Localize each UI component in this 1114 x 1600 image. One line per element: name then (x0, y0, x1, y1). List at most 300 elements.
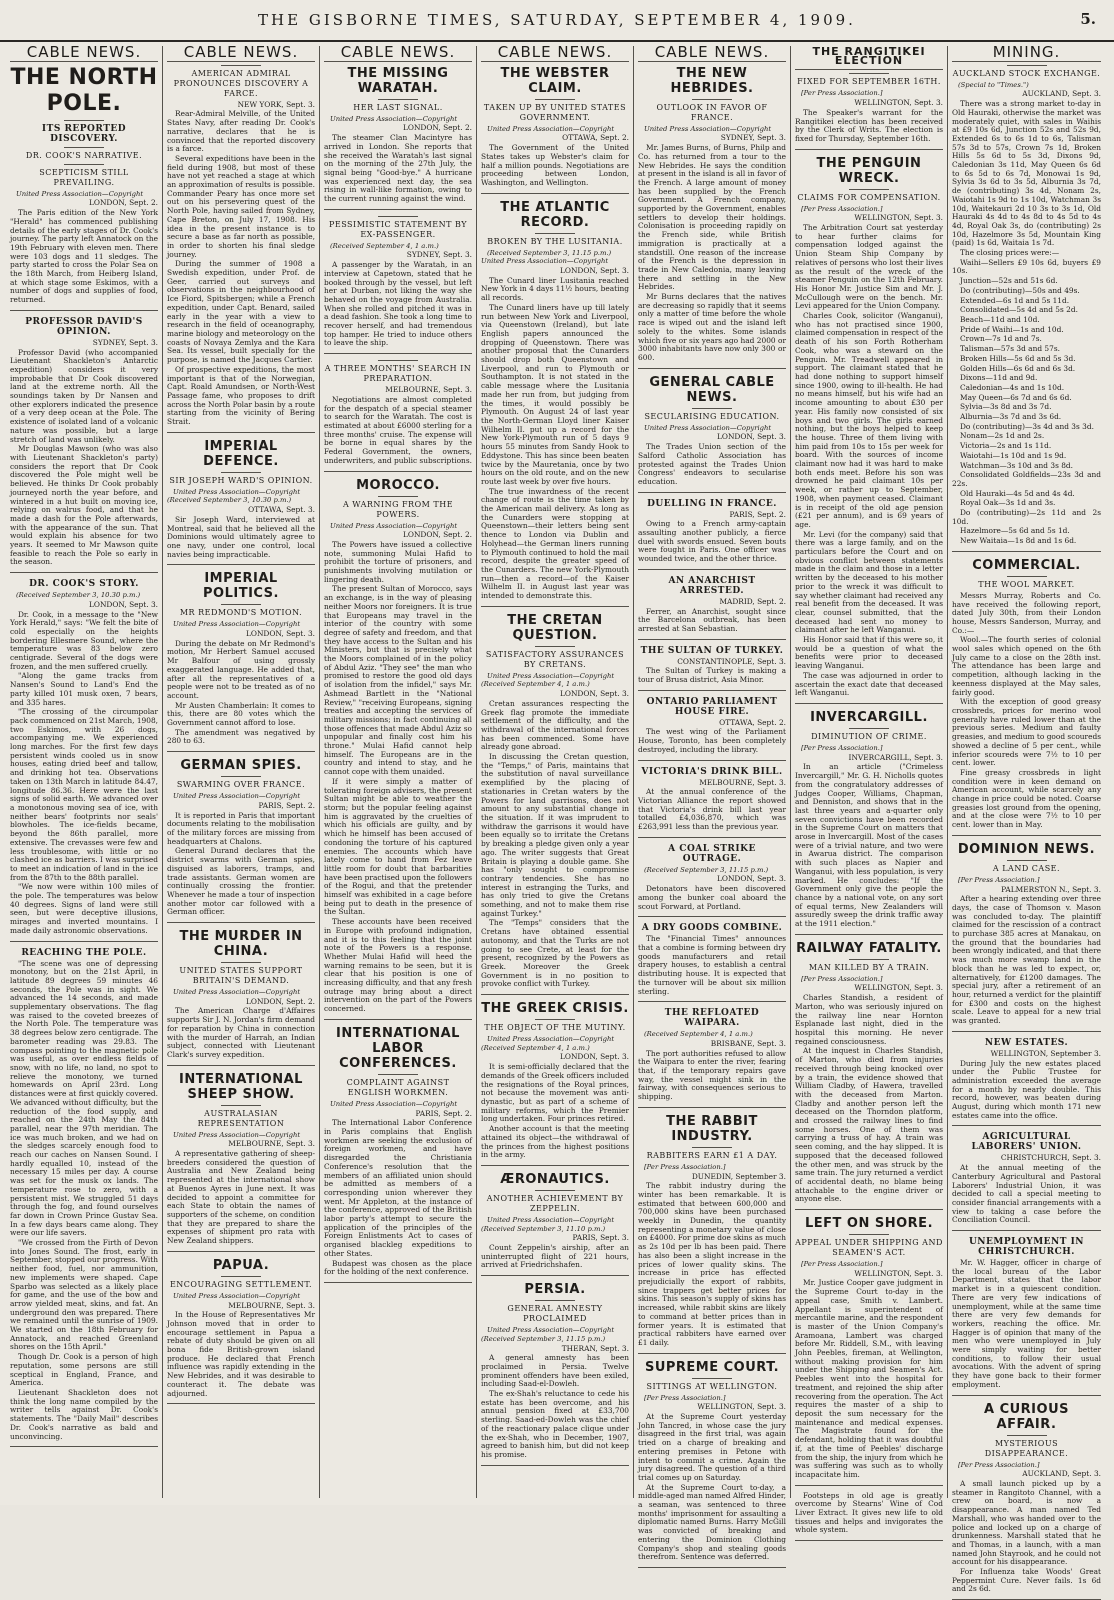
article (952, 558, 1101, 836)
article-headline: INTERNATIONAL SHEEP SHOW. (179, 1071, 303, 1102)
article-paragraph: The "Temps" considers that the Cretans have obtained essential autonomy, and that the Turks are not going to see Crete, at least for the present, recognized by the Powers as Greek. Moreover the Greek Government is in no position to provoke conflict with Turkey. (481, 918, 629, 989)
article-divider (638, 1567, 786, 1568)
article (324, 66, 472, 210)
divider (378, 496, 418, 497)
dateline: LONDON, Sept. 2. (403, 530, 472, 540)
article-divider (481, 1275, 629, 1276)
divider (1007, 1435, 1047, 1436)
article (481, 66, 629, 194)
article-divider (952, 835, 1101, 836)
column-2 (163, 43, 320, 1498)
article-paragraph: Sir Joseph Ward, interviewed at Montreal, said that he believed all the Dominions would ultimately agree to one navy, under one control, local navies being impracticable. (167, 514, 315, 559)
divider (692, 408, 732, 409)
article (481, 1282, 629, 1466)
article-headline: THE MISSING WARATAH. (347, 65, 449, 96)
dateline: DUNEDIN, September 3. (691, 1171, 786, 1181)
divider (378, 360, 418, 361)
article-divider (167, 1065, 315, 1066)
article-paragraph: May Queen—6s 7d and 6s 6d. (960, 392, 1072, 402)
article-divider (952, 1230, 1101, 1231)
wire-credit: [Per Press Association.] (801, 204, 883, 213)
article-paragraph: The port authorities refused to allow the Waipara to enter the river, fearing that, if the temporary repairs gave way, the vessel might sink in the fairway, with consequences serious to shipping. (638, 1048, 786, 1102)
divider (535, 99, 575, 100)
article (952, 1038, 1101, 1127)
article-paragraph: For Influenza take Woods' Great Peppermint Cure. Never fails. 1s 6d and 2s 6d. (952, 1567, 1101, 1594)
article-paragraph: Rear-Admiral Melville, of the United States Navy, after reading Dr. Cook's narrative, declares that he is convinced that the reported discovery is a farce. (167, 109, 315, 154)
article-divider (638, 639, 786, 640)
article (638, 1008, 786, 1108)
article-divider (638, 1107, 786, 1108)
article-paragraph: The steamer Clan Macintyre has arrived in London. She reports that she received the Waratah's last signal on the morning of the 27th July, the signal being "Good-bye." A hurricane was experienced next day, the sea rising in wall-like formation, owing to the current running against the wind. (324, 133, 472, 204)
article-paragraph: Royal Oak—3s 1d and 3s. (960, 498, 1056, 508)
article-deck: FIXED FOR SEPTEMBER 16TH. (797, 77, 941, 87)
article-divider (324, 471, 472, 472)
article-paragraph: Mr. Justice Cooper gave judgment in the Supreme Court to-day in the appeal case, Smith v. Lambert. Appellant is superintendent of mercantile marine, and the respondent is master of the Union Company's Aramoana, Lambert was charged before Mr. Riddell, S.M., with leaving John Peebles, fireman, at Wellington, without making provision for him under the Shipping and Seamen's Act. Peebles went into the hospital for treatment, and rejoined the ship after recovering from the operation. The Act requires the master of a ship to deposit the sum necessary for the maintenance and medical expenses. The Magistrate found for the defendant, holding that it was doubtful if, at the time of Peebles' discharge from the ship, the injury from which he was suffering was such as to wholly incapacitate him. (795, 1278, 943, 1479)
article-deck: AUSTRALASIAN REPRESENTATION (197, 1108, 285, 1128)
dateline: MELBOURNE, Sept. 3. (385, 385, 472, 395)
divider (849, 959, 889, 960)
article-paragraph: His Honor said that if this were so, it would be a question of what the benefits were prior to deceased leaving Wanganui. (795, 635, 943, 671)
column-7 (948, 43, 1105, 1594)
article (638, 844, 786, 918)
article-paragraph: After a hearing extending over three days, the case of Thomson v. Mason was concluded to-day. The plaintiff claimed for the rescission of a contract to purchase 385 acres at Manakau, on the ground that the boundaries had been wrongly indicated, and that there was much more swamp land in the block than he was led to expect, or, alternatively, for £1200 damages. The special jury, after a retirement of an hour, returned a verdict for the plaintiff for £300 and costs on the highest scale. Leave to appeal for a new trial was granted. (952, 894, 1101, 1026)
article-divider (10, 572, 158, 573)
article (638, 375, 786, 493)
dateline: LONDON, Sept. 3. (560, 689, 629, 699)
article-paragraph: "The crossing of the circumpolar pack commenced on 21st March, 1908, two Eskimos, with 26 dogs, accompanying me. We experienced long marches. For the first few days persistent winds cooled us in snow houses, eating dried beef and tallow, and drinking hot tea. Observations taken on 13th March in latitude 84.47, longitude 86.36. Here were the last signs of solid earth. We advanced over a monotonous moving sea of ice, with neither bears' footprints nor seals' blowholes. The ice-fields became, beyond the 86th parallel, more extensive. The crevasses were few and less troublesome, with little or no clashed ice as barriers. I was surprised to meet an indication of land in the ice from the 87th to the 88th parallel. (10, 707, 158, 882)
article-paragraph: Mr. W. Hagger, officer in charge of the local bureau of the Labor Department, states that the labor market is in a quiescent condition. There are very few indications of unemployment, while at the same time there are very few demands for workers, reaching the office. Mr. Hagger is of opinion that many of the men who were unemployed in July were simply waiting for better conditions, to follow their usual avocations. With the advent of spring they have gone back to their former employment. (952, 1258, 1101, 1389)
article-paragraph: Lieutenant Shackleton does not think the long name compiled by the writer tells against Dr. Cook's statements. The "Daily Mail" describes Dr. Cook's narrative as bald and unconvincing. (10, 1388, 158, 1441)
article-deck: GENERAL AMNESTY PROCLAIMED (507, 1304, 603, 1324)
article-paragraph: "We crossed from the Firth of Devon into Jones Sound. The frost, early in September, stopped our progress. With neither food, fuel, nor ammunition, new implements were shaped. Cape Sparbo was selected as a likely place for game, and the use of the bow and arrow yielded meat, skins, and fat. An underground den was prepared. There we remained until the sunrise of 1909. We started on the 18th February for Annatock, and reached Greenland shores on the 15th April." (10, 1238, 158, 1352)
article-paragraph: Owing to a French army-captain assaulting another publicly, a fierce duel with swords ensued. Seven bouts were fought in Paris. One officer was wounded twice, and the other thrice. (638, 519, 786, 564)
article-headline: MOROCCO. (356, 477, 440, 493)
article-paragraph: The Trades Union section of the Salford Catholic Association has protested against the Trades Union Congress' endeavors to secularise education. (638, 442, 786, 486)
article-divider (795, 934, 943, 935)
article (481, 613, 629, 995)
article-headline: THE CRETAN QUESTION. (507, 612, 603, 643)
wire-credit: United Press Association—Copyright (Received September 3, 11.15 p.m.) (481, 1326, 615, 1343)
dateline: OTTAWA, Sept. 2. (562, 133, 629, 143)
column-1 (6, 43, 163, 1498)
article-paragraph: The Government of the United States takes up Webster's claim for half a million pounds. Negotiations are proceeding between London, Washington, and Wellington. (481, 143, 629, 187)
article-headline: THE NEW HEBRIDES. (670, 65, 754, 96)
dateline: PARIS, Sept. 3. (572, 1233, 629, 1243)
dateline: BRISBANE, Sept. 3. (710, 1038, 786, 1048)
article-headline: SUPREME COURT. (644, 1359, 780, 1375)
dateline: LONDON, Sept. 2. (246, 996, 315, 1006)
article-paragraph: Dr. Cook, in a message to the "New York Herald," says: "We felt the bite of cold especially on the heights bordering Ellesmere Sound, where the temperature was 83 below zero centigrade. Several of the dogs were frozen, and the men suffered cruelly. (10, 609, 158, 671)
article (952, 842, 1101, 1032)
article-paragraph: There was a strong market to-day in Old Hauraki, otherwise the market was moderately quiet, with sales in Waihis at £9 10s 6d, Junction 52s and 52s 9d, Extended 6s to 6s 1d to 6s, Talisman 57s 3d to 57s, Crown 7s 1d, Broken Hills 5s 6d to 5s 3d, Dixons 9d, Caledonian 3s 11d, May Queen 6s 6d to 6s 5d to 6s 7d, Monowai 1s 9d, Sylvia 3s 6d to 3s 5d, Alburnia 3s 7d, de (contributing) 3s 4d, Nonam 2s, Waiotahi 1s 9d to 1s 10d, Watchman 3s 10d, Waitekauri 2d 10 3s to 3s 1d, Old Hauraki 4s 4d to 4s 8d to 4s 5d to 4s 4d, Royal Oak 3s, do (contributing) 2s 10d, Hazelmore 3s 5d, Mountain King (paid) 1s 6d, Waitaia 1s 7d. (952, 99, 1101, 248)
article-paragraph: Footsteps in old age is greatly overcome by Stearns' Wine of Cod Liver Extract. It gives new life to old tissues and helps and invigorates the whole system. (795, 1490, 943, 1535)
article-paragraph: Victoria—2s and 1s 11d. (960, 441, 1052, 451)
article-paragraph: Alburnia—3s 7d and 3s 6d. (960, 412, 1062, 422)
article-paragraph: The Paris edition of the New York "Herald" has commenced publishing details of the early stages of Dr. Cook's journey. The party left Annatock on the 19th February with eleven men. There were 103 dogs and 11 sledges. The party started to cross the Polar Sea on the 18th March, from Heiberg Island, at which stage some Eskimos, with a number of dogs and supplies of food, returned. (10, 208, 158, 305)
article-paragraph: At the Supreme Court to-day, a middle-aged man named Alfred Hinder, a seaman, was sentenced to three months' imprisonment for assaulting a diplomatic named Burns. Harry McGill was convicted of breaking and entering the Dominion Clothing Company's shop and stealing goods therefrom. Sentence was deferred. (638, 1482, 786, 1562)
dateline: WELLINGTON, Sept. 3. (854, 98, 943, 108)
article (795, 156, 943, 704)
article-paragraph: Do (contributing)—2s 11d and 2s 10d. (952, 508, 1101, 526)
article (167, 1072, 315, 1252)
article-paragraph: Budapest was chosen as the place for the holding of the next conference. (324, 1258, 472, 1277)
article-subhead: PROFESSOR DAVID'S OPINION. (25, 316, 143, 337)
dateline: LONDON, Sept. 3. (717, 432, 786, 442)
dateline: LONDON, Sept. 2. (89, 198, 158, 208)
dateline: PALMERSTON N., Sept. 3. (1001, 884, 1101, 894)
article (324, 1026, 472, 1283)
divider (535, 1190, 575, 1191)
wire-credit: United Press Association—Copyright (330, 1099, 458, 1108)
article-deck: DIMINUTION OF CRIME. (811, 732, 927, 741)
article-headline: PERSIA. (524, 1282, 586, 1298)
article-subhead: AGRICULTURAL LABORERS' UNION. (971, 1132, 1082, 1153)
article-paragraph: The Powers have issued a collective note, summoning Mulai Hafid to prohibit the torture of prisoners, and punishments involving mutilation or lingering death. (324, 539, 472, 584)
divider (64, 164, 104, 165)
article-divider (795, 149, 943, 150)
article-divider (795, 1540, 943, 1541)
dateline: SYDNEY, Sept. 3. (720, 133, 786, 143)
article-divider (638, 492, 786, 493)
article-subhead: VICTORIA'S DRINK BILL. (641, 766, 783, 777)
article (167, 571, 315, 752)
dateline: MELBOURNE, Sept. 3. (228, 1139, 315, 1149)
dateline: NEW YORK, Sept. 3. (237, 99, 315, 109)
article-paragraph: Fine greasy crossbreds in light condition were in keen demand on American account, while scarcely any change in price could be noted. Coarse greasies lost ground from the opening, and at the close were 7½ to 10 per cent. lower than in May. (952, 767, 1101, 830)
article-deck: DR. COOK'S NARRATIVE. (25, 150, 143, 160)
dateline: INVERCARGILL, Sept. 3. (848, 752, 943, 762)
article (795, 710, 943, 935)
article-deck: THE WOOL MARKET. (978, 579, 1075, 589)
article-divider (167, 432, 315, 433)
article-paragraph: In the House of Representatives Mr Johnson moved that in order to encourage settlement in Papua a rebate of duty should be given on all bona fide British-grown island produce. He declared that French influence was rapidly extending in the New Hebrides, and it was desirable to counteract it. The debate was adjourned. (167, 1310, 315, 1398)
dateline: MELBOURNE, Sept. 3. (699, 777, 786, 787)
wire-credit: [Per Press Association.] (801, 744, 883, 752)
article (481, 200, 629, 607)
divider (535, 1019, 575, 1020)
divider (221, 776, 261, 777)
article-headline: INVERCARGILL. (810, 710, 928, 725)
article (638, 767, 786, 838)
article-paragraph: The present Sultan of Morocco, says an exchange, is in the way of pleasing neither Moors nor foreigners. It is true that Europeans may travel in the interior of the country with some degree of safety and freedom, and that they have access to the Sultan and his Ministers, but that is precisely what the Moors complained of in the policy of Abdul Aziz. "They see" the man who promised to restore the good old days of isolation from the infidel," says Mr. Ashmead Bartlett in the "National Review," "receiving Europeans, signing treaties and accepting the services of military missions; in fact continuing all those offences that made Abdul Aziz so unpopular and finally cost him his throne." Mulai Hafid cannot help himself. The Europeans are in the country and intend to stay, and he cannot cope with them unaided. (324, 584, 472, 777)
article-headline: IMPERIAL DEFENCE. (203, 438, 279, 469)
article-headline: THE WEBSTER CLAIM. (500, 65, 610, 96)
article-deck: RABBITERS EARN £1 A DAY. (646, 1150, 778, 1160)
wire-credit: United Press Association—Copyright (330, 521, 458, 530)
article-deck: SIR JOSEPH WARD'S OPINION. (169, 475, 313, 485)
article (324, 360, 472, 471)
column-4 (477, 43, 634, 1498)
article-headline: A CURIOUS AFFAIR. (983, 1401, 1069, 1432)
article-deck: THE OBJECT OF THE MUTINY. (484, 1023, 626, 1033)
article-paragraph: At the annual conference of the Victorian Alliance the report showed that Victoria's drink bill last year totalled £4,036,870, which was £263,991 less than the previous year. (638, 787, 786, 832)
article (795, 941, 943, 1210)
article-deck: BROKEN BY THE LUSITANIA. (487, 236, 623, 246)
article-paragraph: These accounts have been received in Europe with profound indignation, and it is to this feeling that the joint note of the Powers is a response. Whether Mulai Hafid will heed the warning remains to be seen, but it is clear that his position is one of increasing difficulty, and that any fresh outrage may bring about a direct intervention on the part of the Powers concerned. (324, 917, 472, 1014)
article-paragraph: A small launch picked up by a steamer in Rangitoto Channel, with a crew on board, is now a disappearance. A man named Ted Marshall, who was handed over to the police and locked up on a charge of drunkenness. Marshall stated that he and Thomas, in a launch, with a man named John Stayrook, and he could not account for his disappearance. (952, 1479, 1101, 1567)
article-headline: COMMERCIAL. (972, 557, 1081, 573)
article-divider (481, 1165, 629, 1166)
article-deck: SATISFACTORY ASSURANCES BY CRETANS. (485, 649, 625, 669)
article-paragraph: The true inwardness of the recent change of route is the time taken by the American mail delivery. As long as the Cunarders were stopping at Queenstown—their letters being sent thence to London via Dublin and Holyhead—the German liners running to Plymouth continued to hold the mail record, despite the greater speed of the Cunarders. The new York-Plymouth run—then a record—of the Kaiser Wilhelm II. in August last year was intended to demonstrate this. (481, 486, 629, 601)
wire-credit: United Press Association—Copyright (16, 189, 144, 198)
article-divider (638, 690, 786, 691)
article-divider (167, 1251, 315, 1252)
article-paragraph: The International Labor Conference in Paris complains that English workmen are seeking the exclusion of foreign workmen, and have disregarded the Christiania Conference's resolution that the members of an affiliated union should be admitted as members of a corresponding union wherever they went. Mr Appleton, at the instance of the conference, approved of the British labor party's attempt to secure the application of the principles of the Foreign Enlistments Act to cases of organised blackleg expeditions to other States. (324, 1118, 472, 1258)
article-paragraph: Beach—11d and 10d. (960, 314, 1040, 324)
article-paragraph: The Cunard liner Lusitania reached New York in 4 days 11½ hours, beating all records. (481, 275, 629, 303)
article-paragraph: Waiotahi—1s 10d and 1s 9d. (960, 450, 1067, 460)
divider (378, 1074, 418, 1075)
divider (849, 73, 889, 74)
article-deck: SWARMING OVER FRANCE. (176, 780, 306, 790)
article-paragraph: In an article ("Crimeless Invercargill," Mr. G. H. Nicholls quotes from the congratulatory addresses of Judges Cooper, Williams, Chapman, and Denniston, and shows that in the last three years and a-quarter only seven convictions have been recorded in the Supreme Court on matters that arose in Invercargill. Most of the cases were of a trivial nature, and two were in Awarua district. The comparison with such places as Napier and Wanganui, with less population, is very marked. He concludes: "If the Government only give the people the chance by a national vote, on any sort of equal terms, New Zealanders will assuredly sweep the drink traffic away at the 1911 election." (795, 762, 943, 929)
article-subhead: A DRY GOODS COMBINE. (641, 923, 783, 934)
article-divider (10, 1446, 158, 1447)
article (167, 65, 315, 433)
article-paragraph: Crown—7s 1d and 7s. (960, 334, 1042, 344)
article-divider (481, 994, 629, 995)
divider (1007, 576, 1047, 577)
article-paragraph: Another account is that the meeting attained its object—the withdrawal of the princes from the highest positions in the army. (481, 1124, 629, 1160)
column-6 (791, 45, 948, 1535)
article (481, 1001, 629, 1166)
column-banner: CABLE NEWS. (638, 46, 786, 62)
article-paragraph: Hazelmore—5s 6d and 5s 1d. (960, 526, 1070, 536)
wire-credit: United Press Association—Copyright (173, 1291, 301, 1300)
article (638, 923, 786, 1002)
article-paragraph: In discussing the Cretan question, the "Temps," of Paris, maintains that the substitution of naval surveillance exemplified by the placing of stationaries in Cretan waters by the Powers for land garrisons, does not amount to any substantial change in the situation. If it was imprudent to withdraw the garrisons it would have been equally so to irritate the Cretans by breaking a pledge given only a year ago. The writer suggests that Great Britain is playing a double game. She has "only sought to compromise contrary tendencies. She has no interest in estranging the Turks, and has only tried to give the Cretans something, and not to make them rise against Turkey." (481, 752, 629, 918)
article (952, 1237, 1101, 1396)
article-paragraph: Waihi—Sellers £9 10s 6d, buyers £9 10s. (952, 257, 1101, 276)
article-paragraph: The ex-Shah's reluctance to cede his estate has been overcome, and his annual pension fixed at £33,700 sterling. Saad-ed-Dowleh was the chief of the reactionary palace clique under the ex-Shah, who in December, 1907, agreed to banish him, but did not keep his promise. (481, 1389, 629, 1459)
wire-credit: (Received September 4, 1 a.m.) (644, 1030, 753, 1039)
divider (221, 962, 261, 963)
dateline: WELLINGTON, Sept. 3. (697, 1402, 786, 1412)
article-deck: ANOTHER ACHIEVEMENT BY ZEPPELIN. (486, 1193, 624, 1213)
article-divider (324, 353, 472, 354)
article-paragraph: Ferrer, an Anarchist, sought since the Barcelona outbreak, has been arrested at San Sebastian. (638, 606, 786, 633)
article-paragraph: Sylvia—3s 8d and 3s 7d. (960, 402, 1052, 412)
article-headline: ÆRONAUTICS. (500, 1171, 610, 1187)
article-deck: APPEAL UNDER SHIPPING AND SEAMEN'S ACT. (795, 1238, 943, 1258)
article-paragraph: Do (contributing)—3s 4d and 3s 3d. (960, 421, 1094, 431)
wire-credit: (Received September 3, 11.15 p.m.) United Press Association—Copyright (481, 248, 612, 266)
article-divider (481, 1465, 629, 1466)
article-divider (638, 760, 786, 761)
article-headline: THE MURDER IN CHINA. (179, 929, 303, 960)
article (638, 576, 786, 640)
article (638, 697, 786, 761)
article-paragraph: A passenger by the Waratah, in an interview at Capetown, stated that he booked through by the vessel, but left her at Durban, not liking the way she behaved on the voyage from Australia. When she rolled and pitched it was in a dead fashion. She took a long time to recover herself, and had tremendous top hamper. He tried to induce others to leave the ship. (324, 260, 472, 348)
divider (1007, 65, 1047, 66)
divider (849, 728, 889, 729)
divider (535, 1300, 575, 1301)
article-paragraph: General Durand declares that the district swarms with German spies, disguised as laborers, tramps, and trade assistants. German women are continually crossing the frontier. Whenever he made a tour of inspection another motor car followed with a German officer. (167, 846, 315, 917)
article-paragraph: Caledonian—4s and 1s 10d. (960, 382, 1065, 392)
article (952, 1132, 1101, 1231)
article-paragraph: Wool.—The fourth series of colonial wool sales which opened on the 6th July came to a close on the 28th inst. The attendance has been large and competition, although lacking in the keenness displayed at the May sales, fairly good. (952, 635, 1101, 697)
article-paragraph: During the debate on Mr Redmond's motion, Mr Herbert Samuel accused Mr Balfour of using grossly exaggerated language. He added that, after all the representatives of a people were not to be treated as of no account. (167, 638, 315, 700)
article (10, 579, 158, 941)
article-paragraph: Mr Burns declares that the natives are decreasing so rapidly that it seems only a matter of time before the whole race is wiped out and the island left solely to the whites. Some islands which five or six years ago had 2000 or 3000 inhabitants have now only 300 or 600. (638, 292, 786, 362)
divider (64, 147, 104, 148)
column-5 (634, 43, 791, 1562)
wire-credit: United Press Association—Copyright (644, 124, 772, 133)
article-divider (638, 916, 786, 917)
article (167, 439, 315, 566)
article (10, 65, 158, 311)
article-paragraph: Detonators have been discovered among the bunker coal aboard the scout Forward, at Portland. (638, 884, 786, 911)
article-paragraph: Consolidated Goldfields—23s 3d and 22s. (952, 470, 1101, 488)
article-paragraph: Count Zeppelin's airship, after an uninterrupted flight of 221 hours, arrived at Friedrichshafen. (481, 1243, 629, 1270)
wire-credit: United Press Association—Copyright (Received September 4, 1 a.m.) (481, 1035, 615, 1052)
article-subhead: AN ANARCHIST ARRESTED. (668, 575, 756, 596)
dateline: LONDON, Sept. 3. (560, 1052, 629, 1062)
article-paragraph: Of prospective expeditions, the most important is that of the Norwegian, Capt. Roald Amundsen, or North-West Passage fame, who proposes to drift across the North Polar basin by a route starting from the vicinity of Bering Strait. (167, 364, 315, 427)
divider (849, 1234, 889, 1235)
dateline: SYDNEY, Sept. 3. (406, 250, 472, 260)
article-paragraph: Charles Standish, a resident of Marton, who was seriously injured on the railway line near Hornton Esplanade last night, died in the hospital this morning. He never regained consciousness. (795, 993, 943, 1046)
article-subhead: DUELLING IN FRANCE. (647, 498, 777, 509)
article-deck: PESSIMISTIC STATEMENT BY EX-PASSENGER. (328, 219, 468, 239)
article-paragraph: A general amnesty has been proclaimed in Persia. Twelve prominent offenders have been exiled, including Saad-el-Dowleh. (481, 1353, 629, 1389)
column-banner: MINING. (952, 46, 1101, 62)
article-divider (952, 1031, 1101, 1032)
wire-credit: United Press Association—Copyright (330, 114, 458, 123)
page-number: 5. (1080, 10, 1096, 28)
article-divider (324, 1282, 472, 1283)
article-headline: DOMINION NEWS. (957, 841, 1096, 857)
article (952, 65, 1101, 552)
divider (378, 216, 418, 217)
wire-credit: United Press Association—Copyright (644, 423, 772, 432)
article-deck: SITTINGS AT WELLINGTON. (646, 1381, 778, 1391)
article-paragraph: At the annual meeting of the Canterbury Agricultural and Pastoral Laborers' Industrial Union, it was decided to call a special meeting to consider financial arrangements with a view to taking a case before the Conciliation Council. (952, 1163, 1101, 1225)
article-subhead: THE SULTAN OF TURKEY. (640, 645, 784, 656)
article-paragraph: Watchman—3s 10d and 3s 8d. (960, 460, 1073, 470)
dateline: MADRID, Sept. 2. (719, 596, 786, 606)
article-subhead: DR. COOK'S STORY. (29, 579, 139, 590)
article-paragraph: New Waitaia—1s 8d and 1s 6d. (960, 536, 1077, 546)
article-deck: CLAIMS FOR COMPENSATION. (797, 192, 941, 202)
article (638, 646, 786, 691)
article-divider (481, 193, 629, 194)
article-subhead: UNEMPLOYMENT IN CHRISTCHURCH. (968, 1237, 1085, 1258)
wire-credit: (Received September 4, 1 a.m.) (330, 241, 439, 250)
article-divider (481, 606, 629, 607)
article (167, 1258, 315, 1404)
dateline: THERAN, Sept. 3. (561, 1343, 629, 1353)
article-paragraph: Nonam—2s 1d and 2s. (960, 431, 1045, 441)
divider (221, 604, 261, 605)
article-subhead: NEW ESTATES. (984, 1037, 1069, 1048)
article-divider (952, 1125, 1101, 1126)
dateline: WELLINGTON, Sept. 3. (854, 983, 943, 993)
article-headline: THE GREEK CRISIS. (481, 1001, 629, 1017)
wire-credit: [Per Press Association.] (801, 89, 883, 98)
article-paragraph: Do (contributing)—50s and 49s. (960, 285, 1080, 295)
article-paragraph: Mr. James Burns, of Burns, Philp and Co. has returned from a tour to the New Hebrides. He says the condition at present in the island is all in favor of the French. A large amount of money has been supplied by the French Government. A French company, supported by the Government, enables settlers to develop their holdings. Colonisation is proceeding rapidly on the French side, while British immigration is practically at a standstill. One reason of the increase of the French is the depression in trade in New Caledonia, many leaving there and settling in the New Hebrides. (638, 143, 786, 292)
divider (221, 65, 261, 66)
article-deck: A WARNING FROM THE POWERS. (342, 499, 454, 519)
column-banner: CABLE NEWS. (324, 46, 472, 62)
article-paragraph: Old Hauraki—4s 5d and 4s 4d. (960, 488, 1075, 498)
article-deck: AUCKLAND STOCK EXCHANGE. (952, 68, 1101, 78)
article-deck: MYSTERIOUS DISAPPEARANCE. (984, 1438, 1069, 1458)
article-paragraph: The closing prices were:— (960, 248, 1060, 258)
dateline: WELLINGTON, Sept. 3. (854, 1268, 943, 1278)
article-paragraph: Junction—52s and 51s 6d. (960, 276, 1058, 286)
article-paragraph: Mr Austen Chamberlain: It comes to this, there are 80 votes which the Government cannot afford to lose. (167, 700, 315, 728)
article-paragraph: With the exception of good greasy crossbreds, prices for merino wool generally have ruled lower than at the previous series. Medium and faulty greasies, and medium to good scoureds showed a decline of 5 per cent., while inferior scoureds were 7½ to 10 per cent. lower. (952, 697, 1101, 768)
article-divider (952, 551, 1101, 552)
wire-credit: [Per Press Association.] (801, 1260, 883, 1269)
dateline: LONDON, Sept. 2. (403, 123, 472, 133)
article (795, 73, 943, 149)
article-subhead: ONTARIO PARLIAMENT HOUSE FIRE. (646, 696, 778, 717)
article-paragraph: The amendment was negatived by 280 to 63. (167, 727, 315, 746)
article-divider (10, 310, 158, 311)
article-divider (324, 1019, 472, 1020)
divider (378, 99, 418, 100)
article-deck: UNITED STATES SUPPORT BRITAIN'S DEMAND. (179, 966, 303, 986)
article (10, 317, 158, 573)
article-subhead: A COAL STRIKE OUTRAGE. (668, 843, 756, 864)
dateline: OTTAWA, Sept. 2. (719, 717, 786, 727)
article-paragraph: A representative gathering of sheep-breeders considered the question of Australia and New Zealand being represented at the international show at Buenos Ayres in June next. It was decided to appoint a committee for each State to obtain the names of supporters of the scheme, on condition that they are prepared to share the expenses of shipment pro rata with New Zealand shippers. (167, 1149, 315, 1246)
dateline: PARIS, Sept. 2. (258, 800, 315, 810)
article-deck: A LAND CASE. (992, 863, 1061, 873)
wire-credit: United Press Association—Copyright (173, 1130, 301, 1139)
article-divider (638, 368, 786, 369)
article-subhead: THE REFLOATED WAIPARA. (664, 1008, 760, 1029)
article-divider (167, 922, 315, 923)
dateline: SYDNEY, Sept. 3. (92, 337, 158, 347)
article-paragraph: The Sultan of Turkey is making a tour of Brusa district, Asia Minor. (638, 666, 786, 685)
dateline: WELLINGTON, Sept. 3. (854, 213, 943, 223)
divider (221, 1276, 261, 1277)
divider (692, 99, 732, 100)
article-deck: MAN KILLED BY A TRAIN. (808, 962, 930, 972)
wire-credit: United Press Association—Copyright (173, 620, 301, 629)
article-headline: THE ATLANTIC RECORD. (500, 199, 610, 230)
article-headline: RAILWAY FATALITY. (796, 940, 942, 956)
divider (221, 472, 261, 473)
wire-credit: [Per Press Association.] (958, 875, 1040, 884)
article-paragraph: At the inquest in Charles Standish, of Marton, who died from injuries received through being knocked over by a train, the evidence showed that William Cladby, of Hawera, travelled with the deceased from Marton. Cladby and another person left the deceased on the Thorndon platform, and crossed the railway lines to find some horses. One of them was carrying a truss of hay. A train was seen coming, and the hay slipped. It is supposed that the deceased followed the other men, and was struck by the same train. The jury returned a verdict of accidental death, no blame being attachable to the engine driver or anyone else. (795, 1046, 943, 1204)
column-banner: CABLE NEWS. (481, 46, 629, 62)
article-divider (795, 1485, 943, 1486)
article-paragraph: Pride of Waihi—1s and 10d. (960, 324, 1064, 334)
article-paragraph: It is reported in Paris that important documents relating to the mobilisation of the military forces are missing from headquarters at Chalons. (167, 810, 315, 846)
article-paragraph: Messrs Murray, Roberts and Co. have received the following report, dated July 30th, from their London house, Messrs Sanderson, Murray, and Co.:— (952, 590, 1101, 635)
article-paragraph: "Along the game tracks from Nansen's Sound to Land's End the party killed 101 musk oxen, 7 bears, and 335 hares. (10, 671, 158, 707)
wire-credit: United Press Association—Copyright (173, 792, 301, 801)
article-subhead: REACHING THE POLE. (21, 947, 147, 958)
columns (6, 43, 1108, 1594)
wire-credit: [Per Press Association.] (801, 974, 883, 983)
article-deck: ENCOURAGING SETTLEMENT. (169, 1279, 313, 1289)
article-divider (167, 1403, 315, 1404)
article-headline: IMPERIAL POLITICS. (203, 571, 279, 602)
column-3 (320, 43, 477, 1498)
divider (221, 1105, 261, 1106)
article-paragraph: Extended—6s 1d and 5s 11d. (960, 295, 1070, 305)
dateline: MELBOURNE, Sept. 3. (228, 1300, 315, 1310)
article-headline: GERMAN SPIES. (180, 758, 302, 774)
dateline: PARIS, Sept. 2. (415, 1108, 472, 1118)
